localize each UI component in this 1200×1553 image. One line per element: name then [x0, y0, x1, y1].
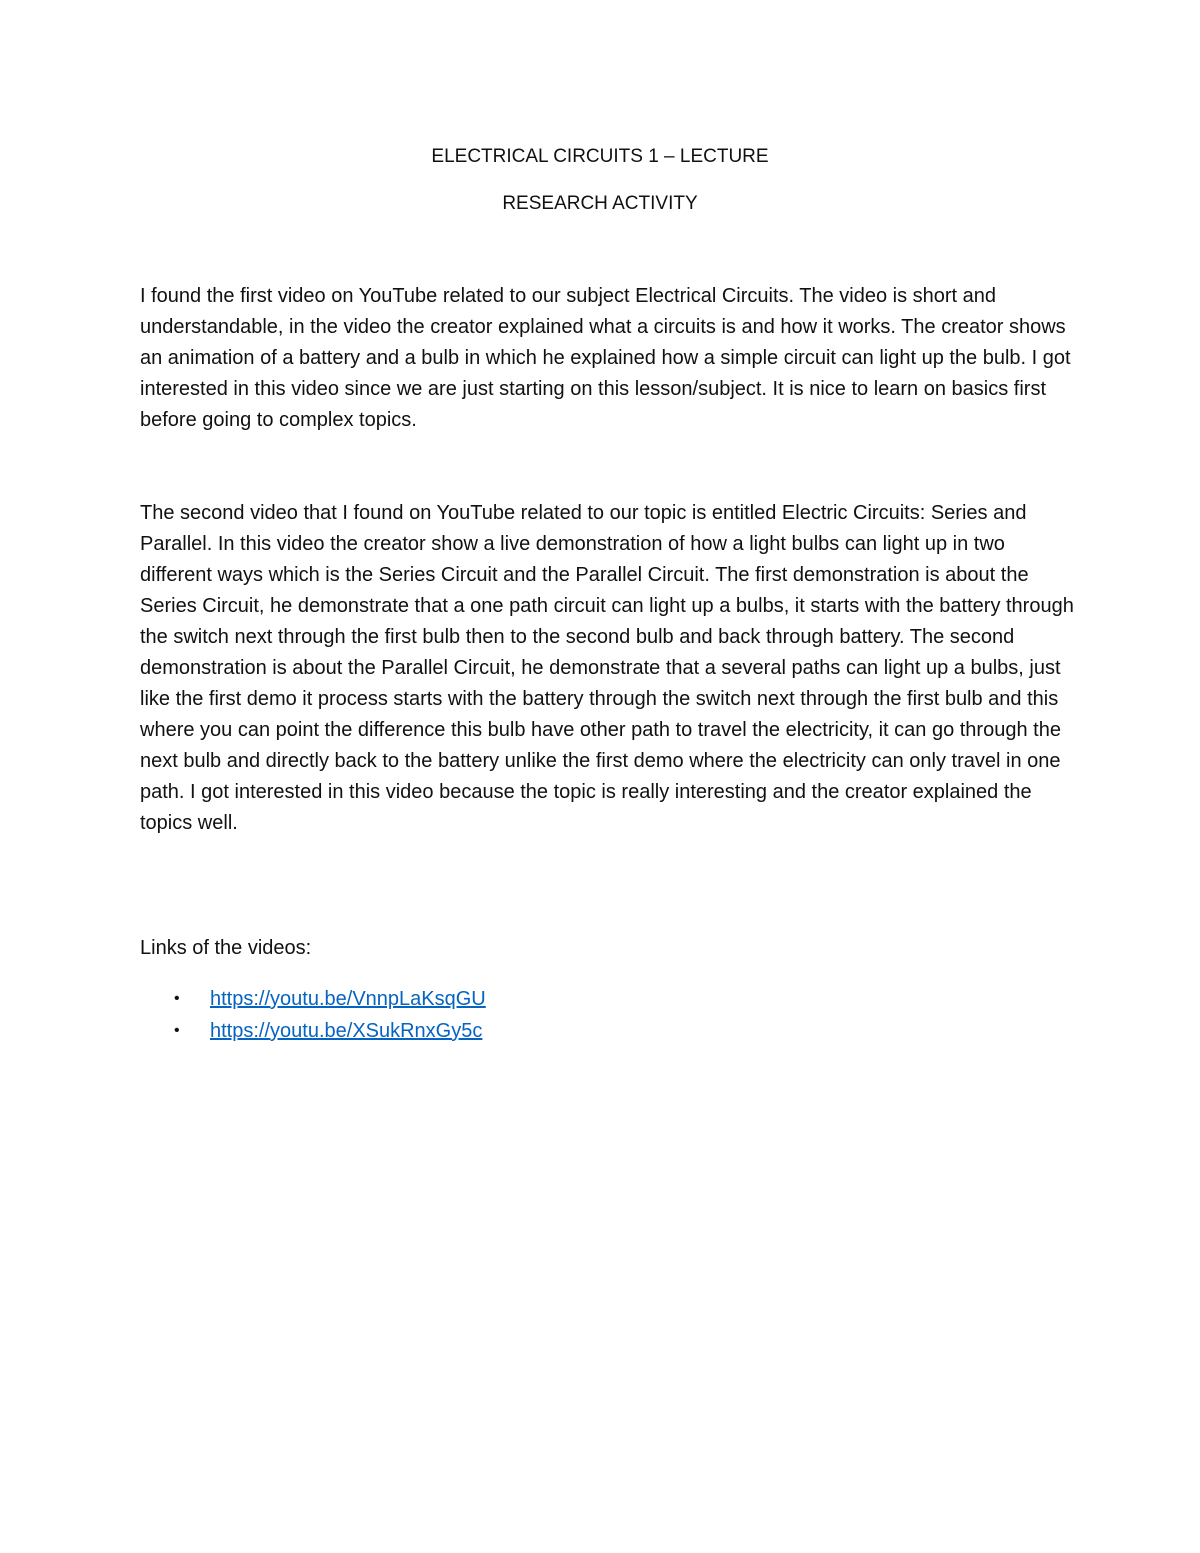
bullet-icon: •: [174, 990, 180, 1007]
video-link-1[interactable]: https://youtu.be/VnnpLaKsqGU: [210, 988, 486, 1010]
bullet-icon: •: [174, 1022, 180, 1039]
document-subtitle: RESEARCH ACTIVITY: [502, 193, 698, 214]
document-title: ELECTRICAL CIRCUITS 1 – LECTURE: [431, 146, 769, 167]
paragraph-first-video: I found the first video on YouTube related to our subject Electrical Circuits. The video is short and understandable, in the video the creator explained what a circuits is and how it works. The creator shows an animation of a battery and a bulb in which he explained how a simple circuit can light up the bulb. I got interested in this video since we are just starting on this lesson/subject. It is nice to learn on basics first before going to complex topics.: [140, 285, 1071, 431]
paragraph-second-video: The second video that I found on YouTube related to our topic is entitled Electric Circuits: Series and Parallel. In this video the creator show a live demonstration of how a light bulbs can light up in two different ways which is the Series Circuit and the Parallel Circuit. The first demonstration is about the Series Circuit, he demonstrate that a one path circuit can light up a bulbs, it starts with the battery through the switch next through the first bulb then to the second bulb and back through battery. The second demonstration is about the Parallel Circuit, he demonstrate that a several paths can light up a bulbs, just like the first demo it process starts with the battery through the switch next through the first bulb and this where you can point the difference this bulb have other path to travel the electricity, it can go through the next bulb and directly back to the battery unlike the first demo where the electricity can only travel in one path. I got interested in this video because the topic is really interesting and the creator explained the topics well.: [140, 502, 1074, 834]
video-link-2[interactable]: https://youtu.be/XSukRnxGy5c: [210, 1020, 483, 1042]
links-label: Links of the videos:: [140, 937, 312, 959]
